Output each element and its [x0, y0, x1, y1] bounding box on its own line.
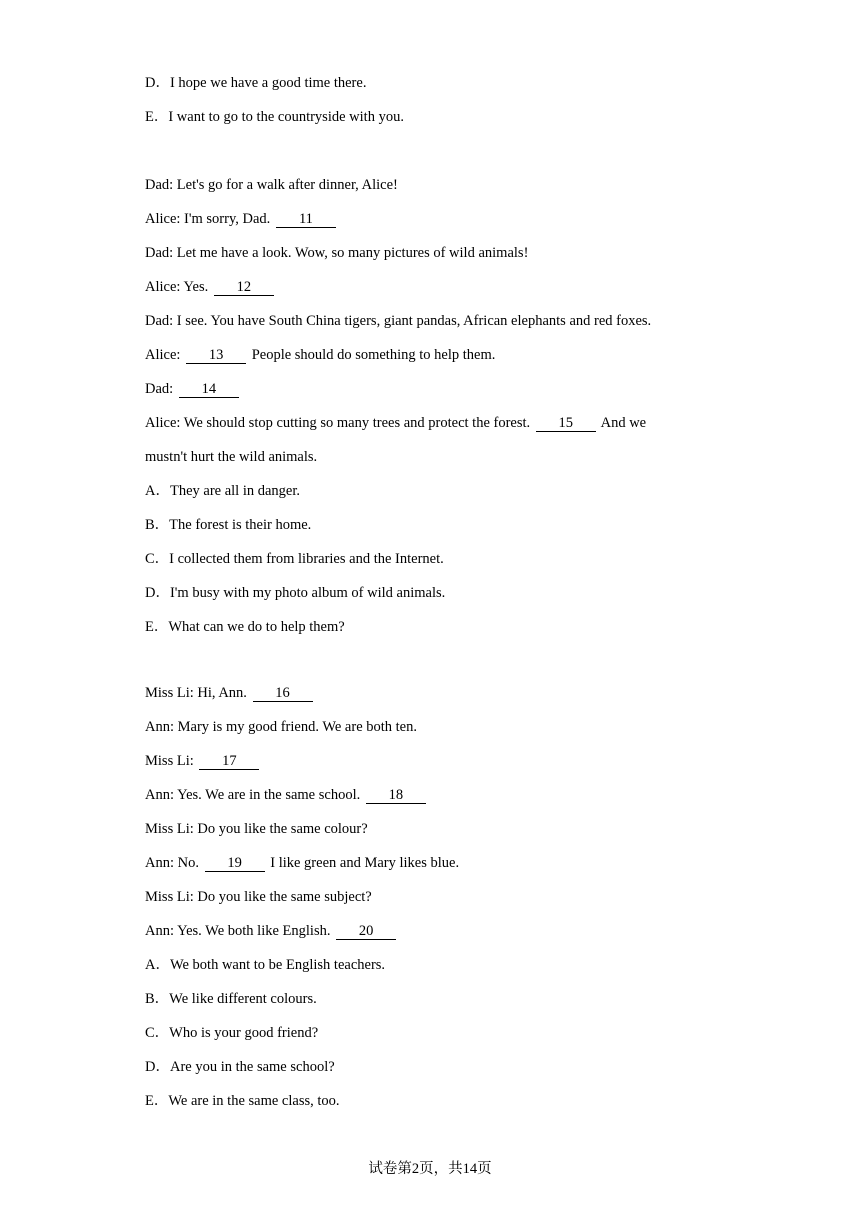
- dialogue-line: Miss Li: Do you like the same colour?: [145, 821, 368, 837]
- dialogue-text: Ann: Yes. We both like English.: [145, 923, 335, 939]
- option-a: A．We both want to be English teachers.: [145, 957, 386, 973]
- blank-13[interactable]: 13: [186, 348, 246, 364]
- dialogue-text: Alice: I'm sorry, Dad.: [145, 211, 274, 227]
- blank-11[interactable]: 11: [276, 212, 336, 228]
- blank-12[interactable]: 12: [214, 280, 274, 296]
- dialogue-text: I like green and Mary likes blue.: [266, 855, 460, 871]
- dialogue-line: [145, 210, 338, 228]
- dialogue-text: Alice: We should stop cutting so many trees and protect the forest.: [145, 415, 534, 431]
- page-footer: 试卷第2页，共14页: [368, 1161, 492, 1177]
- dialogue-text: Miss Li: Hi, Ann.: [145, 685, 251, 701]
- option-a: A．They are all in danger.: [145, 483, 301, 499]
- dialogue-line: [145, 786, 428, 804]
- blank-19[interactable]: 19: [205, 856, 265, 872]
- option-e: E．I want to go to the countryside with you.: [145, 109, 404, 125]
- dialogue-line: [145, 380, 241, 398]
- dialogue-text: Alice: Yes.: [145, 279, 212, 295]
- option-c: C．Who is your good friend?: [145, 1025, 319, 1041]
- dialogue-text: Dad:: [145, 381, 177, 397]
- option-e: E．What can we do to help them?: [145, 619, 345, 635]
- dialogue-line: [145, 922, 398, 940]
- dialogue-text: Alice:: [145, 347, 185, 363]
- dialogue-line: Dad: I see. You have South China tigers, giant pandas, African elephants and red foxes.: [145, 313, 652, 329]
- option-d: D．I hope we have a good time there.: [145, 75, 367, 91]
- dialogue-line: mustn't hurt the wild animals.: [145, 449, 318, 465]
- option-e: E．We are in the same class, too.: [145, 1093, 340, 1109]
- dialogue-line: [145, 684, 315, 702]
- option-d: D．Are you in the same school?: [145, 1059, 335, 1075]
- blank-18[interactable]: 18: [366, 788, 426, 804]
- option-d: D．I'm busy with my photo album of wild animals.: [145, 585, 446, 601]
- option-c: C．I collected them from libraries and the Internet.: [145, 551, 444, 567]
- dialogue-line: [145, 278, 276, 296]
- dialogue-line: Dad: Let me have a look. Wow, so many pictures of wild animals!: [145, 245, 529, 261]
- dialogue-text: Ann: No.: [145, 855, 203, 871]
- blank-16[interactable]: 16: [253, 686, 313, 702]
- dialogue-line: [145, 752, 261, 770]
- blank-20[interactable]: 20: [336, 924, 396, 940]
- dialogue-line: [145, 854, 459, 872]
- dialogue-line: [145, 414, 646, 432]
- blank-14[interactable]: 14: [179, 382, 239, 398]
- dialogue-line: [145, 346, 495, 364]
- option-b: B．The forest is their home.: [145, 517, 312, 533]
- dialogue-text: Ann: Yes. We are in the same school.: [145, 787, 364, 803]
- blank-15[interactable]: 15: [536, 416, 596, 432]
- option-b: B．We like different colours.: [145, 991, 317, 1007]
- dialogue-line: Ann: Mary is my good friend. We are both ten.: [145, 719, 417, 735]
- dialogue-text: Miss Li:: [145, 753, 198, 769]
- blank-17[interactable]: 17: [199, 754, 259, 770]
- dialogue-text: People should do something to help them.: [248, 347, 496, 363]
- dialogue-text: And we: [597, 415, 647, 431]
- dialogue-line: Dad: Let's go for a walk after dinner, Alice!: [145, 177, 398, 193]
- dialogue-line: Miss Li: Do you like the same subject?: [145, 889, 372, 905]
